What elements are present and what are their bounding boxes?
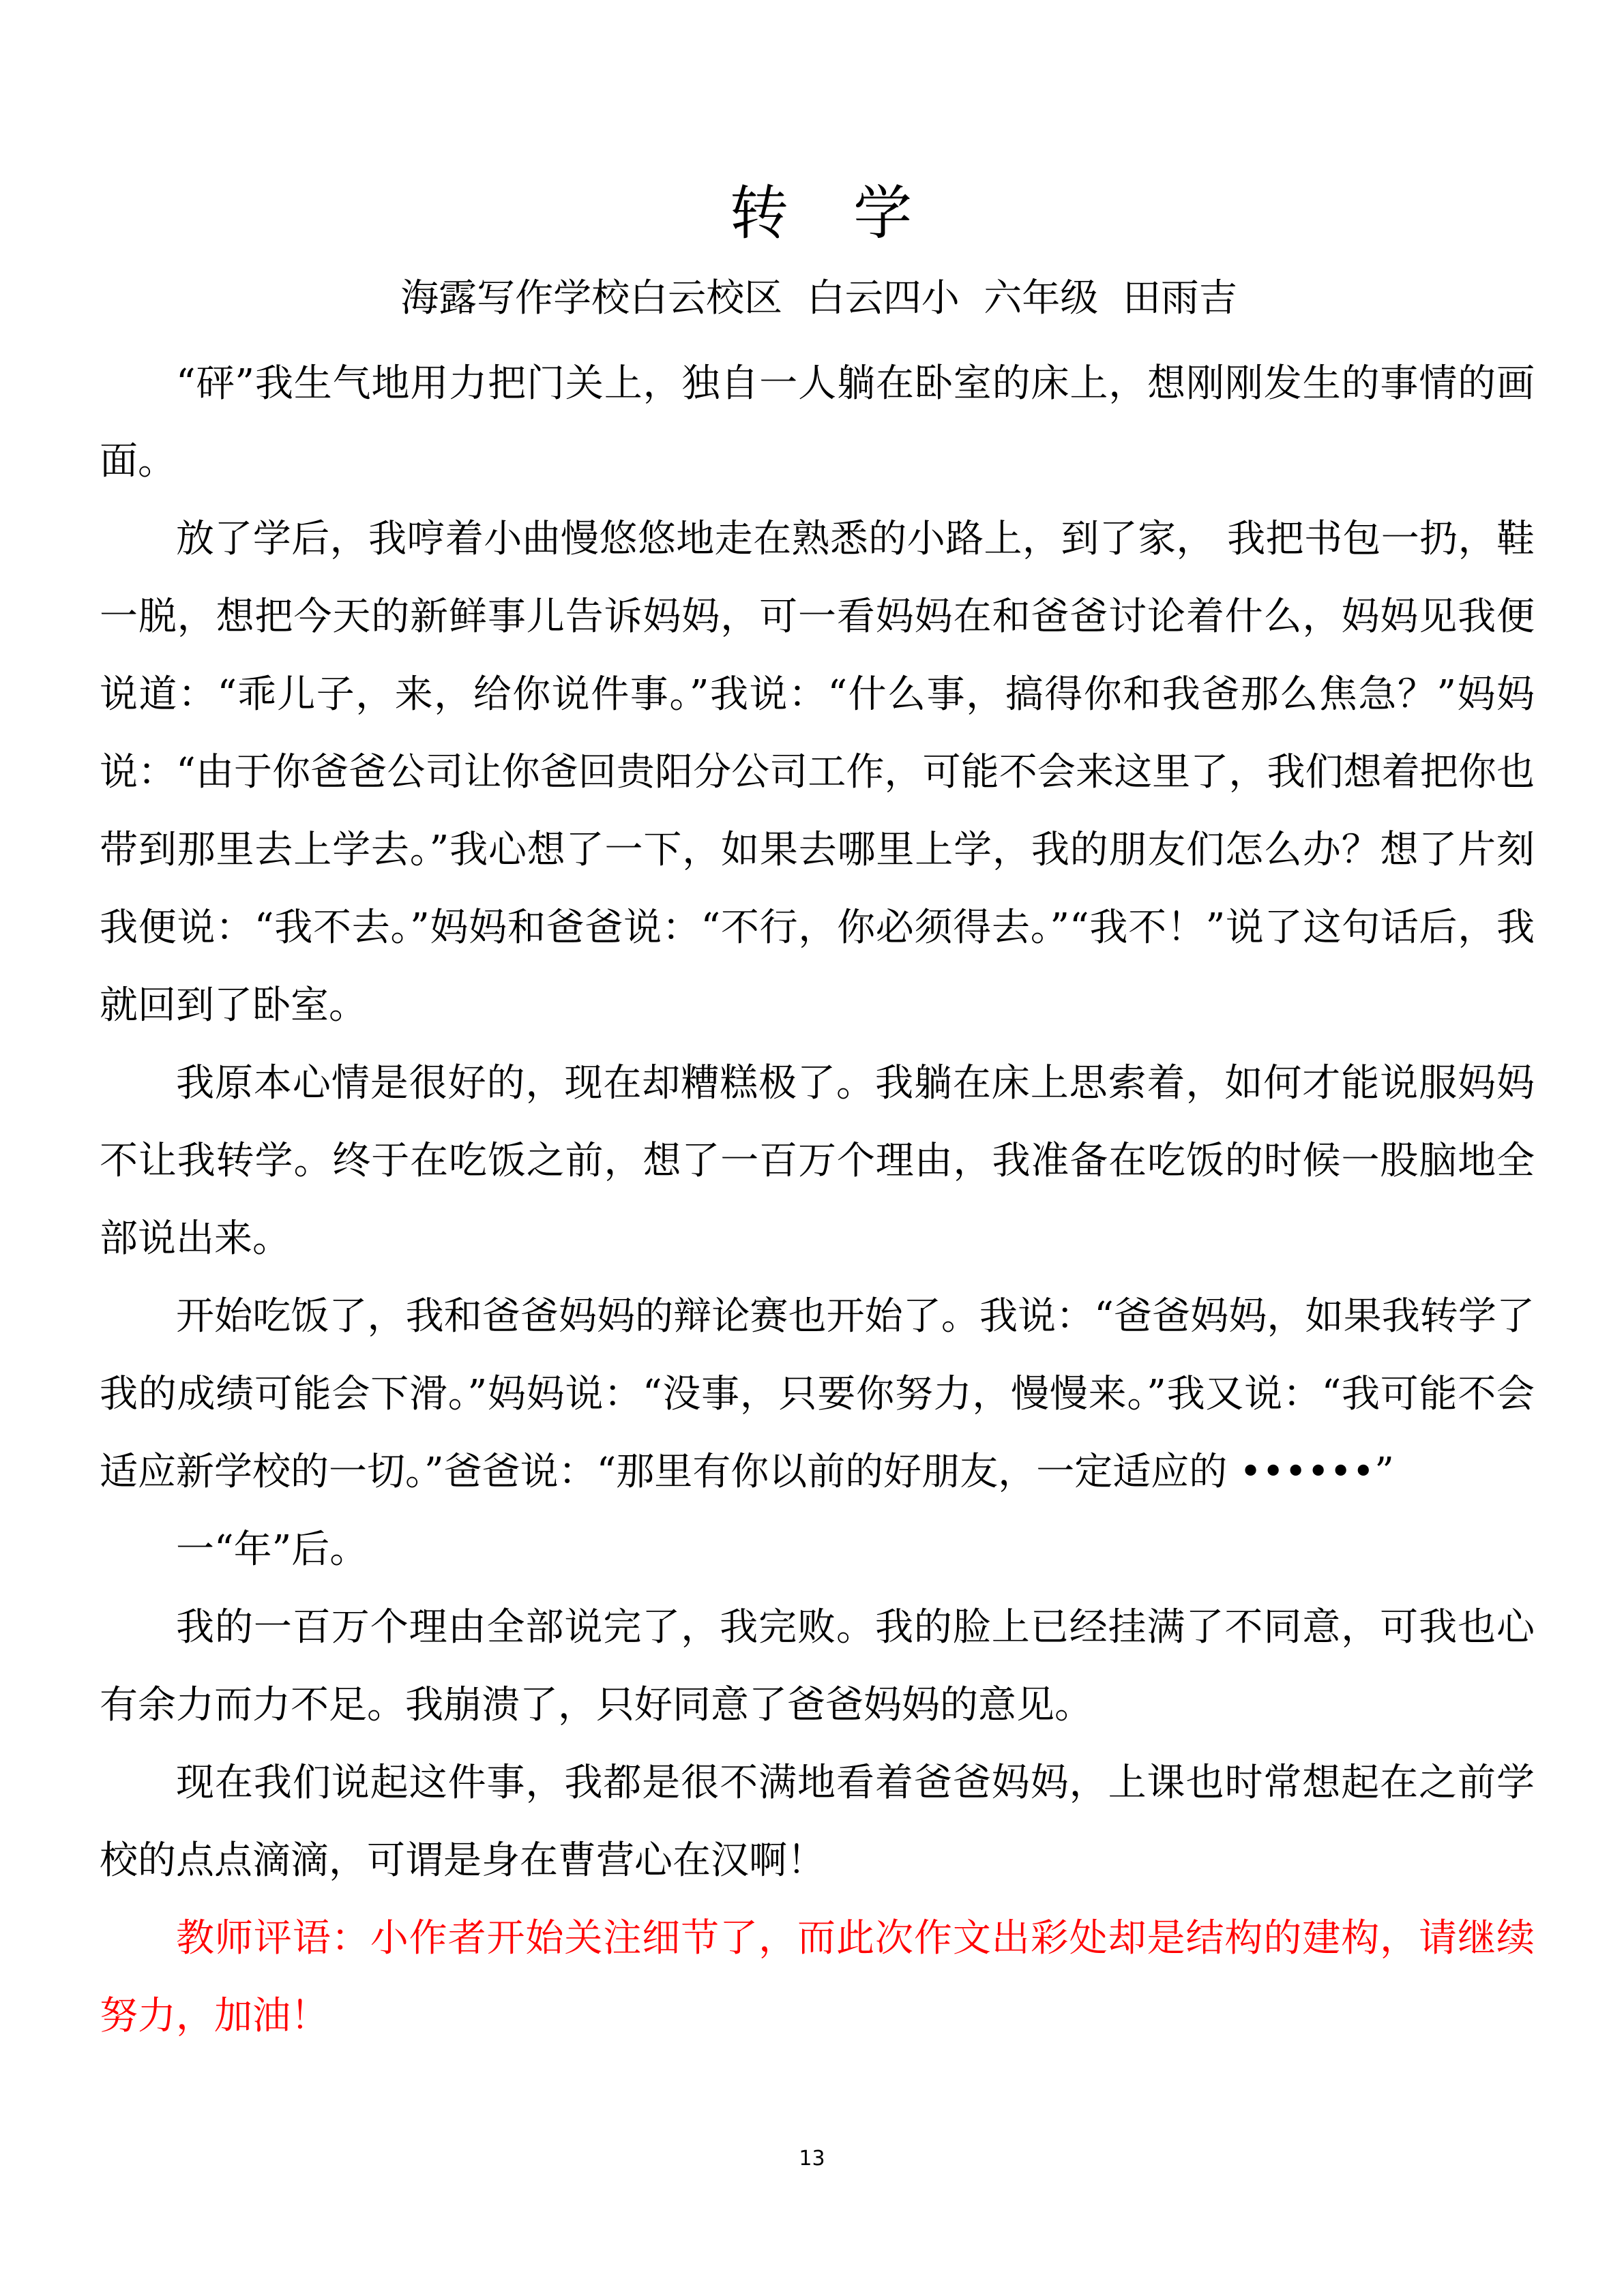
paragraph: 我原本心情是很好的，现在却糟糕极了。我躺在床上思索着，如何才能说服妈妈不让我转学。终于在吃饭之前，想了一百万个理由，我准备在吃饭的时候一股脑地全部说出来。	[100, 1061, 1535, 1261]
author-byline: 海露写作学校白云校区 白云四小 六年级 田雨吉	[400, 276, 1237, 320]
teacher-comment: 教师评语：小作者开始关注细节了，而此次作文出彩处却是结构的建构，请继续努力，加油！	[100, 1916, 1535, 2038]
paragraph: “砰”我生气地用力把门关上，独自一人躺在卧室的床上，想刚刚发生的事情的画面。	[100, 361, 1535, 483]
paragraph: 一“年”后。	[176, 1527, 368, 1572]
page-number: 13	[799, 2147, 825, 2171]
paragraph: 我的一百万个理由全部说完了，我完败。我的脸上已经挂满了不同意，可我也心有余力而力不足。我崩溃了，只好同意了爸爸妈妈的意见。	[100, 1605, 1535, 1727]
essay-title: 转 学	[729, 179, 936, 248]
paragraph: 现在我们说起这件事，我都是很不满地看着爸爸妈妈，上课也时常想起在之前学校的点点滴滴，可谓是身在曹营心在汉啊！	[100, 1761, 1535, 1883]
essay-body	[100, 345, 1535, 2055]
paragraph: 放了学后，我哼着小曲慢悠悠地走在熟悉的小路上，到了家， 我把书包一扔，鞋一脱，想把今天的新鲜事儿告诉妈妈，可一看妈妈在和爸爸讨论着什么，妈妈见我便说道：“乖儿子，来，给你说件事。”我说：“什么事，搞得你和我爸那么焦急？”妈妈说：“由于你爸爸公司让你爸回贵阳分公司工作，可能不会来这里了，我们想着把你也带到那里去上学去。”我心想了一下，如果去哪里上学，我的朋友们怎么办？想了片刻我便说：“我不去。”妈妈和爸爸说：“不行，你必须得去。”“我不！”说了这句话后，我就回到了卧室。	[100, 517, 1535, 1028]
paragraph: 开始吃饭了，我和爸爸妈妈的辩论赛也开始了。我说：“爸爸妈妈，如果我转学了我的成绩可能会下滑。”妈妈说：“没事，只要你努力，慢慢来。”我又说：“我可能不会适应新学校的一切。”爸爸说：“那里有你以前的好朋友，一定适应的 ••••••”	[100, 1294, 1535, 1494]
